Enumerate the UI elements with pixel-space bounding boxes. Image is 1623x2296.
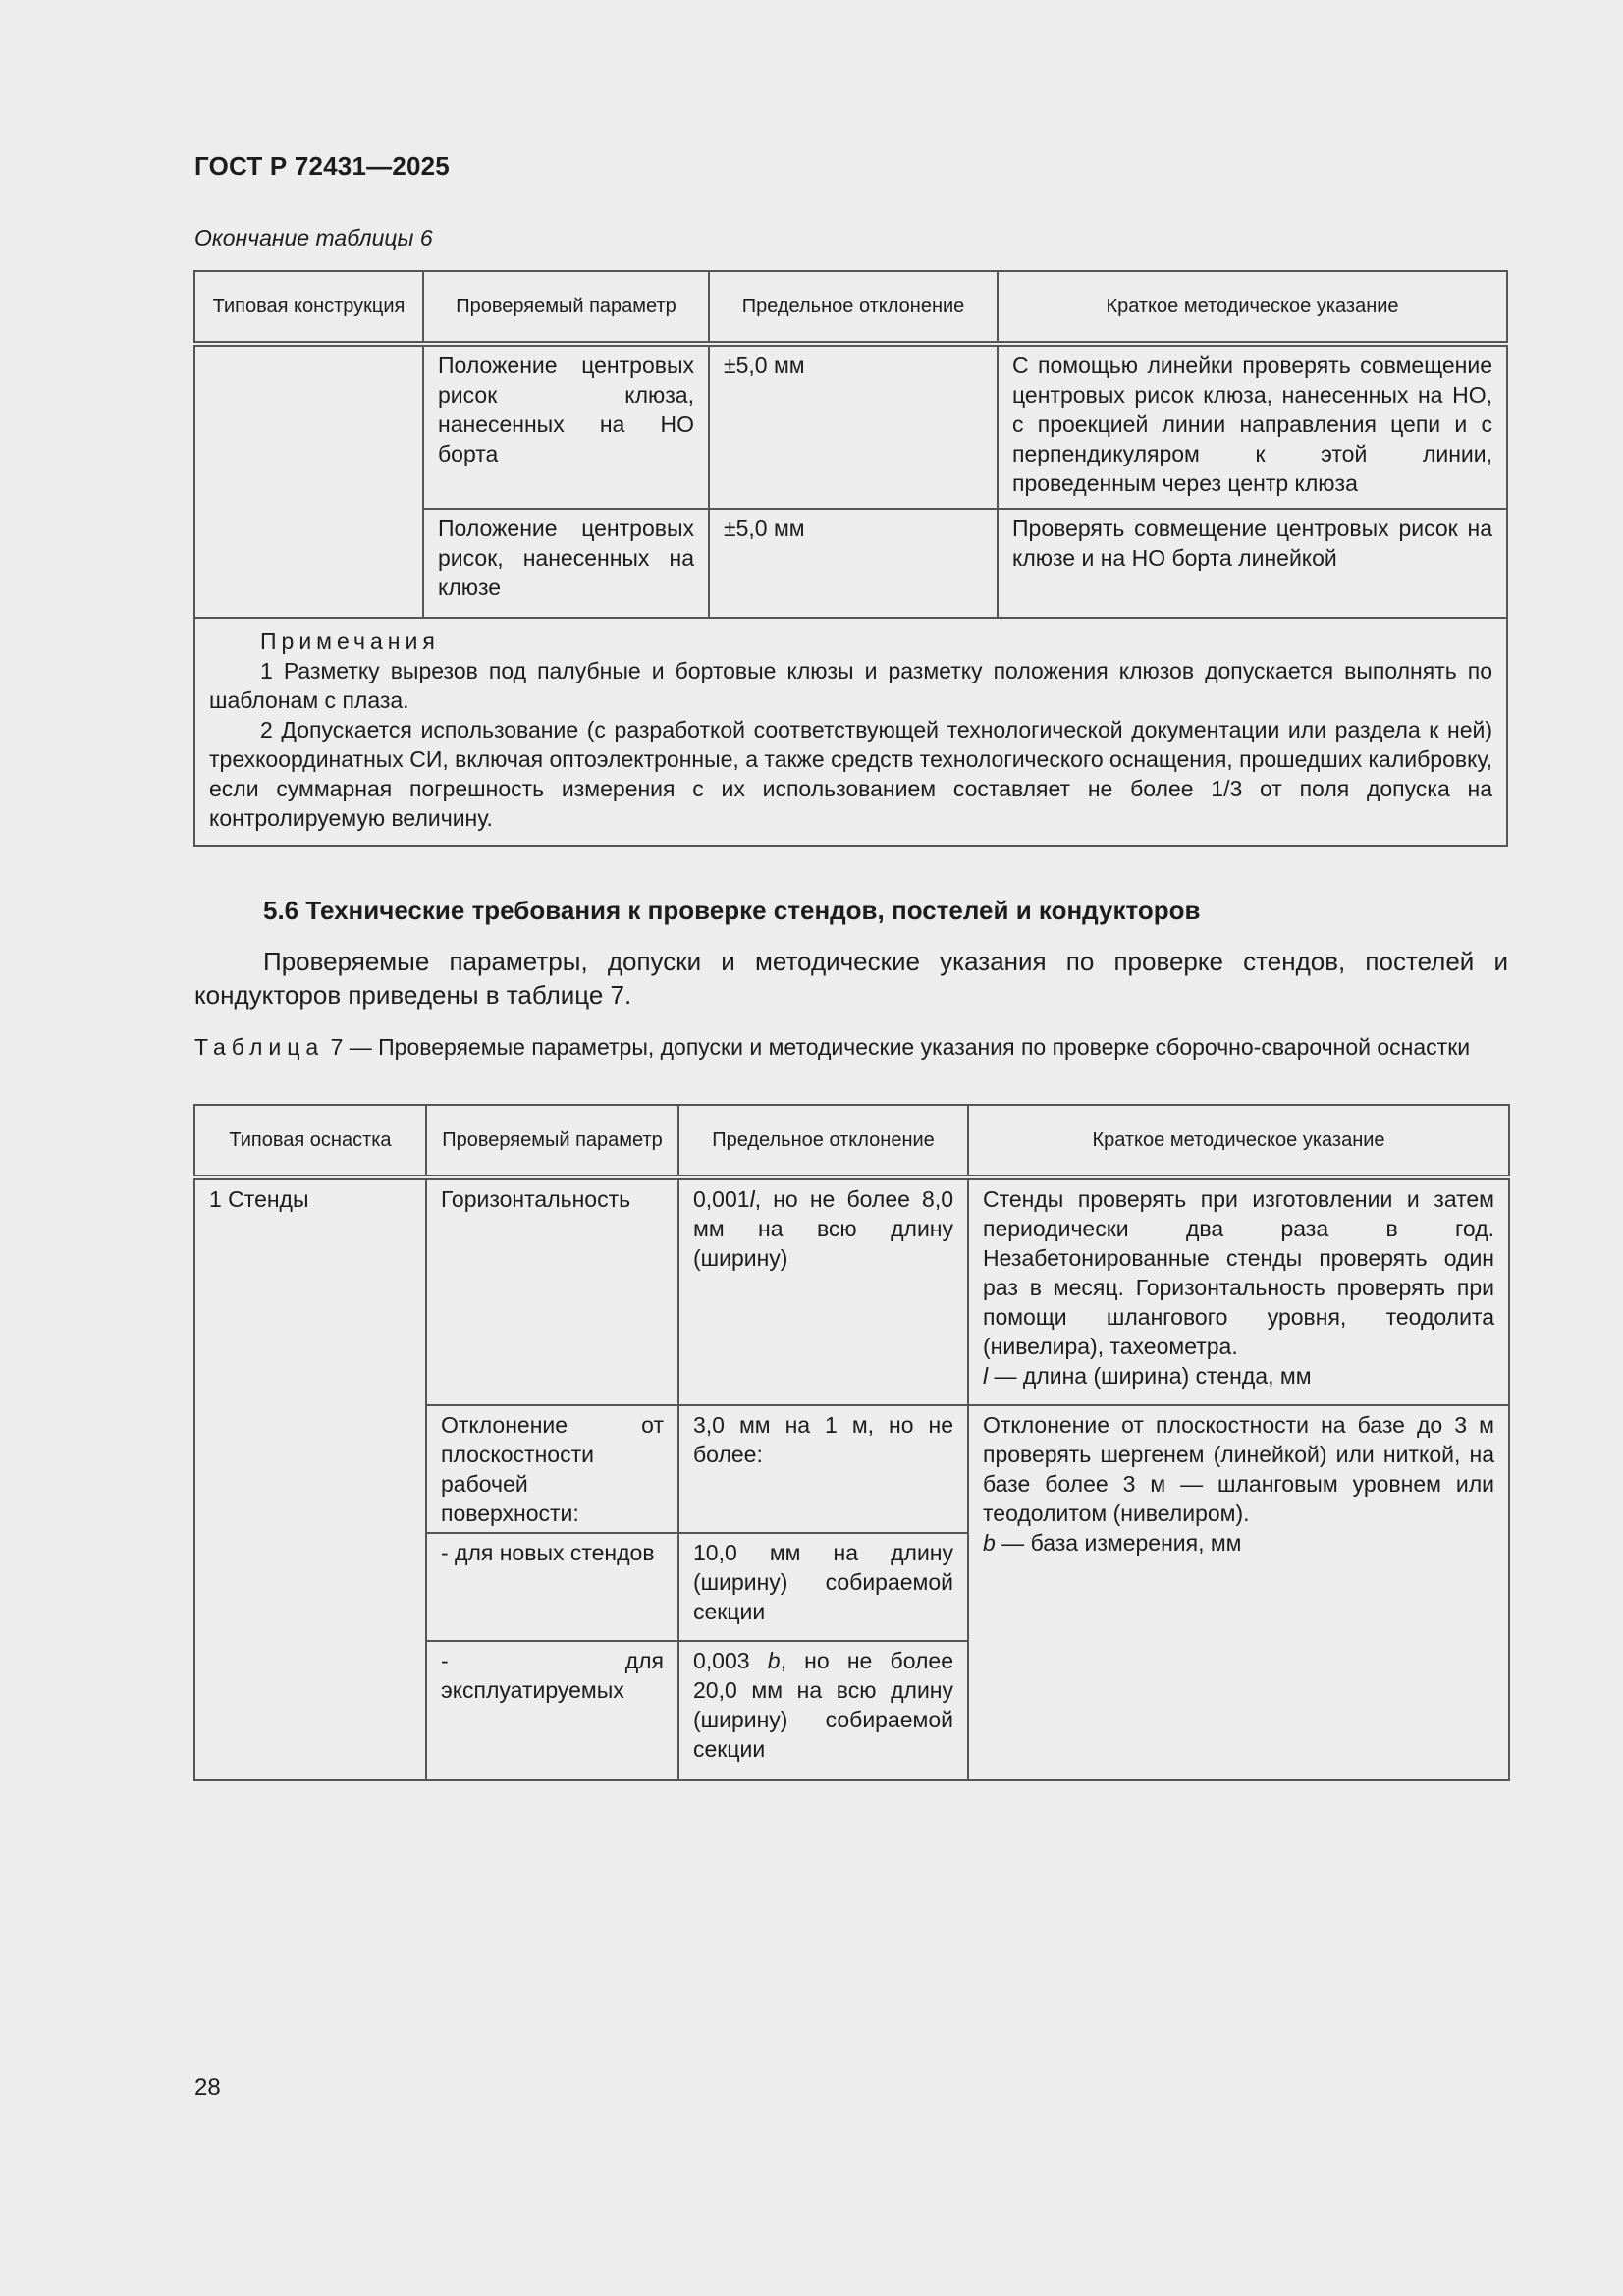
- table7-row1-note: [968, 1177, 1509, 1405]
- note-variable-text: — длина (ширина) стенда, мм: [988, 1363, 1312, 1389]
- table7-row1-param: Горизонтальность: [426, 1177, 678, 1405]
- page-number: 28: [194, 2074, 221, 2101]
- table6-row1-deviation: ±5,0 мм: [709, 344, 998, 509]
- table7-header-type: Типовая оснастка: [194, 1105, 426, 1177]
- note-variable: b: [983, 1530, 996, 1556]
- table-7: [193, 1104, 1510, 1781]
- table6-header-deviation: Предельное отклонение: [709, 271, 998, 344]
- table7-row4-deviation: [678, 1641, 968, 1780]
- section-paragraph-text: Проверяемые параметры, допуски и методические указания по проверке стендов, постелей и кондукторов приведены в таблице 7.: [194, 947, 1508, 1010]
- deviation-variable: b: [767, 1648, 781, 1673]
- table6-row2-note: Проверять совмещение центровых рисок на клюзе и на НО борта линейкой: [998, 509, 1507, 618]
- table7-header-param: Проверяемый параметр: [426, 1105, 678, 1177]
- table7-row4-param: - для эксплуатируемых: [426, 1641, 678, 1780]
- table6-row1-param: Положение центровых рисок клюза, нанесенных на НО борта: [423, 344, 709, 509]
- table7-row2-deviation: 3,0 мм на 1 м, но не более:: [678, 1405, 968, 1533]
- table6-header-param: Проверяемый параметр: [423, 271, 709, 344]
- table7-row3-param: - для новых стендов: [426, 1533, 678, 1641]
- deviation-suffix: , но не более 8,0 мм на всю длину (ширину): [693, 1186, 953, 1271]
- note-1: 1 Разметку вырезов под палубные и бортовые клюзы и разметку положения клюзов допускается выполнять по шаблонам с плаза.: [209, 658, 1492, 713]
- table6-row2-param: Положение центровых рисок, нанесенных на клюзе: [423, 509, 709, 618]
- table6-type-cell: [194, 344, 423, 618]
- table7-header-deviation: Предельное отклонение: [678, 1105, 968, 1177]
- note-variable: l: [983, 1363, 989, 1389]
- table7-type-cell: 1 Стенды: [194, 1177, 426, 1780]
- table6-row2-deviation: ±5,0 мм: [709, 509, 998, 618]
- deviation-variable: l: [749, 1186, 755, 1212]
- section-heading: 5.6 Технические требования к проверке стендов, постелей и кондукторов: [263, 896, 1201, 925]
- document-title: ГОСТ Р 72431—2025: [194, 151, 450, 181]
- deviation-prefix: 0,003: [693, 1648, 768, 1673]
- section-paragraph: [194, 945, 1508, 1011]
- table-7-caption-label: Таблица: [194, 1034, 325, 1060]
- table6-notes: [194, 618, 1507, 846]
- table7-row2-note: [968, 1405, 1509, 1780]
- deviation-prefix: 0,001: [693, 1186, 750, 1212]
- table6-header-type: Типовая конструкция: [194, 271, 423, 344]
- table7-row1-deviation: [678, 1177, 968, 1405]
- table-6: [193, 270, 1508, 847]
- note-2: 2 Допускается использование (с разработкой соответствующей технологической документации или раздела к ней) трехкоординатных СИ, включая оптоэлектронные, а также средств технологического оснащения, прошедших калибровку, если суммарная погрешность измерения с их использованием составляет не более 1/3 от поля допуска на контролируемую величину.: [209, 717, 1492, 831]
- table6-row1-note: С помощью линейки проверять совмещение центровых рисок клюза, нанесенных на НО, с проекцией линии направления цепи и с перпендикуляром к этой линии, проведенным через центр клюза: [998, 344, 1507, 509]
- table6-header-note: Краткое методическое указание: [998, 271, 1507, 344]
- table-7-caption-text: 7 — Проверяемые параметры, допуски и методические указания по проверке сборочно-сварочной оснастки: [324, 1034, 1471, 1060]
- table-7-caption: [194, 1032, 1508, 1062]
- note-variable-text: — база измерения, мм: [995, 1530, 1242, 1556]
- table7-row3-deviation: 10,0 мм на длину (ширину) собираемой секции: [678, 1533, 968, 1641]
- table-continuation-label: Окончание таблицы 6: [194, 225, 433, 250]
- table7-header-note: Краткое методическое указание: [968, 1105, 1509, 1177]
- deviation-suffix: , но не более 20,0 мм на всю длину (ширину) собираемой секции: [693, 1648, 953, 1762]
- notes-title: Примечания: [260, 629, 440, 654]
- note-text: Стенды проверять при изготовлении и затем периодически два раза в год. Незабетонированные стенды проверять один раз в месяц. Горизонтальность проверять при помощи шлангового уровня, теодолита (нивелира), тахеометра.: [983, 1186, 1494, 1359]
- table7-row2-param: Отклонение от плоскостности рабочей поверхности:: [426, 1405, 678, 1533]
- note-text: Отклонение от плоскостности на базе до 3 м проверять шергенем (линейкой) или ниткой, на базе более 3 м — шланговым уровнем или теодолитом (нивелиром).: [983, 1412, 1494, 1526]
